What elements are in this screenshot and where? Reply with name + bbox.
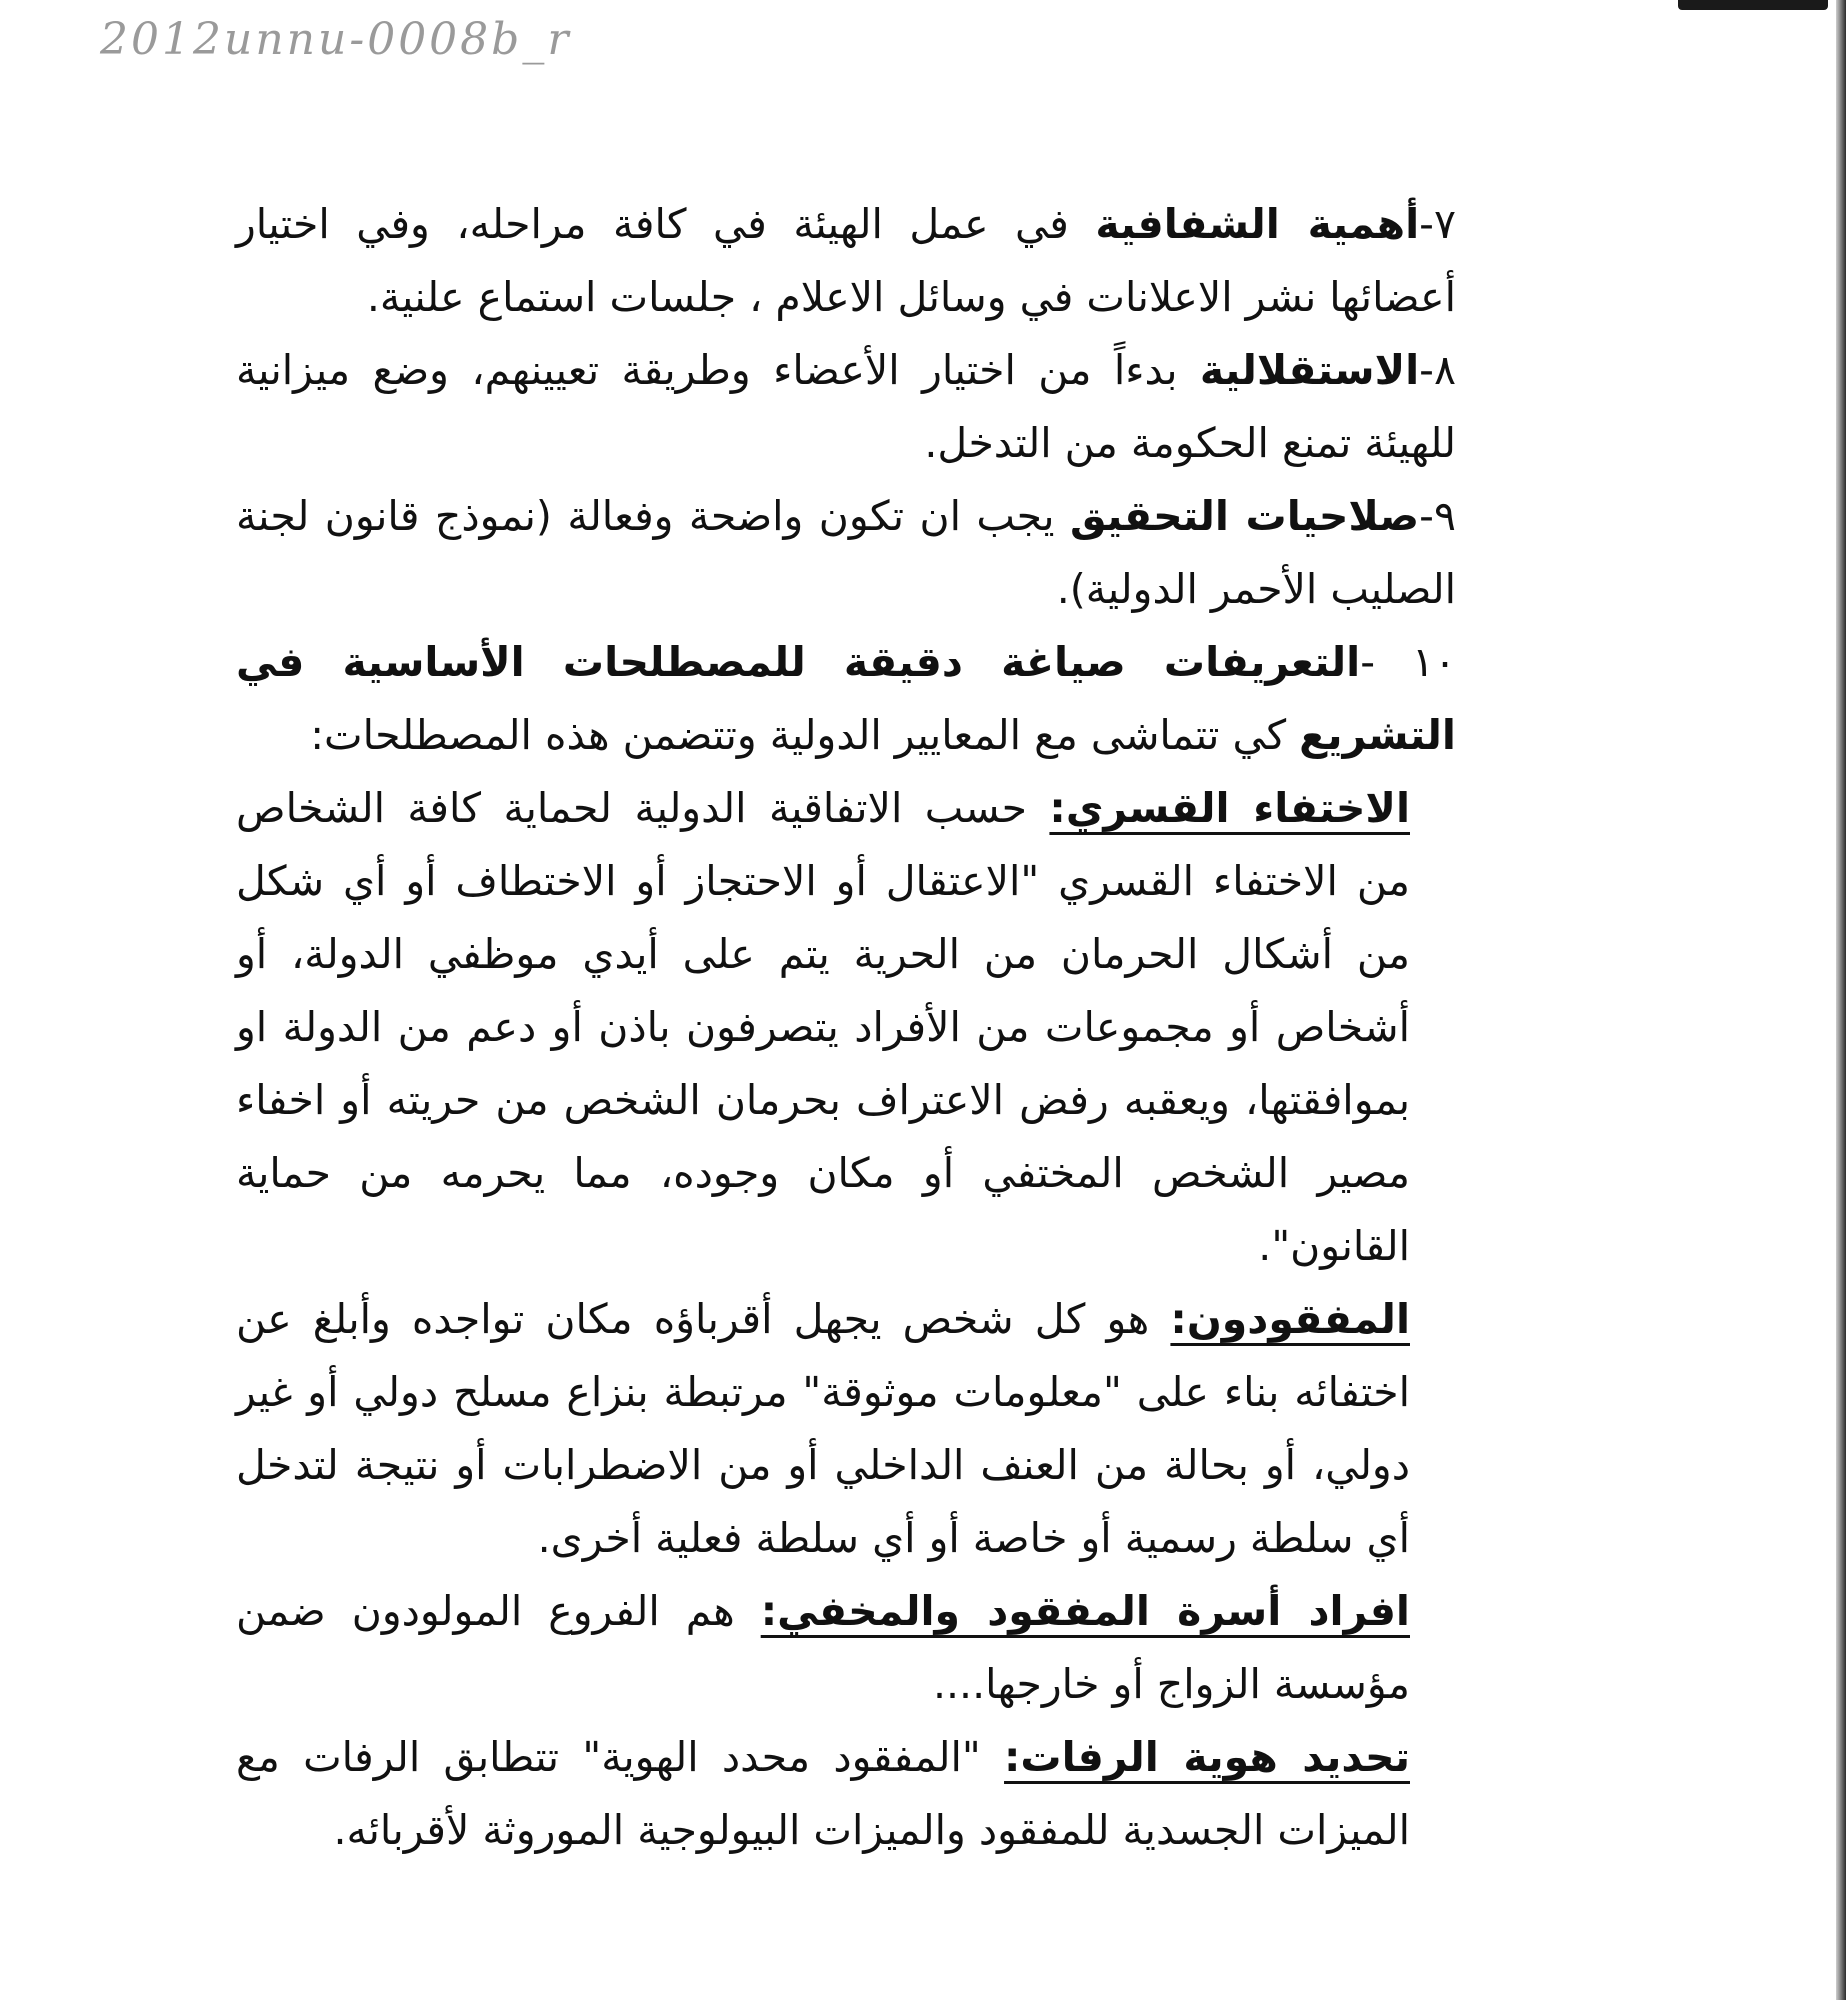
list-item-definitions xyxy=(236,626,1456,772)
item-number: ١٠ - xyxy=(1360,638,1456,686)
definition-text: حسب الاتفاقية الدولية لحماية كافة الشخاص من الاختفاء القسري "الاعتقال أو الاحتجاز أو الاختطاف أو أي شكل من أشكال الحرمان من الحرية يتم على أيدي موظفي الدولة، أو أشخاص أو مجموعات من الأفراد يتصرفون باذن أو دعم من الدولة او بموافقتها، ويعقبه رفض الاعتراف بحرمان الشخص من حريته أو اخفاء مصير الشخص المختفي أو مكان وجوده، مما يحرمه من حماية القانون". xyxy=(236,784,1410,1270)
definition-text: "المفقود محدد الهوية" تتطابق الرفات مع الميزات الجسدية للمفقود والميزات البيولوجية الموروثة لأقربائه. xyxy=(236,1733,1410,1854)
item-text: بدءاً من اختيار الأعضاء وطريقة تعيينهم، وضع ميزانية للهيئة تمنع الحكومة من التدخل. xyxy=(236,346,1456,467)
item-term: الاستقلالية xyxy=(1199,346,1420,394)
item-number: ٨- xyxy=(1419,346,1456,394)
definition-term: افراد أسرة المفقود والمخفي: xyxy=(760,1587,1410,1635)
list-item-investigation-powers xyxy=(236,480,1456,626)
scan-corner-mark xyxy=(1678,0,1828,10)
definition-text: هم الفروع المولودون ضمن مؤسسة الزواج أو خارجها.... xyxy=(236,1587,1410,1708)
scan-edge xyxy=(1836,0,1846,2000)
definition-term: الاختفاء القسري: xyxy=(1049,784,1410,832)
item-number: ٧- xyxy=(1419,200,1456,248)
definition-enforced-disappearance xyxy=(236,772,1456,1283)
definition-missing-persons xyxy=(236,1283,1456,1575)
item-term: التعريفات صياغة دقيقة للمصطلحات الأساسية في التشريع xyxy=(236,638,1456,759)
definition-family-members xyxy=(236,1575,1456,1721)
item-text: يجب ان تكون واضحة وفعالة (نموذج قانون لجنة الصليب الأحمر الدولية). xyxy=(236,492,1456,613)
handwritten-reference-number: 2012unnu-0008b_r xyxy=(100,14,572,65)
item-term: أهمية الشفافية xyxy=(1095,200,1420,248)
list-item-transparency xyxy=(236,188,1456,334)
definition-text: هو كل شخص يجهل أقرباؤه مكان تواجده وأبلغ عن اختفائه بناء على "معلومات موثوقة" مرتبطة بنزاع مسلح دولي أو غير دولي، أو بحالة من العنف الداخلي أو من الاضطرابات أو نتيجة لتدخل أي سلطة رسمية أو خاصة أو أي سلطة فعلية أخرى. xyxy=(236,1295,1410,1562)
list-item-independence xyxy=(236,334,1456,480)
item-text: كي تتماشى مع المعايير الدولية وتتضمن هذه المصطلحات: xyxy=(310,711,1300,759)
item-number: ٩- xyxy=(1419,492,1456,540)
definition-remains-identification xyxy=(236,1721,1456,1867)
item-term: صلاحيات التحقيق xyxy=(1069,492,1420,540)
document-body xyxy=(236,188,1456,1867)
definition-term: تحديد هوية الرفات: xyxy=(1004,1733,1410,1781)
definition-term: المفقودون: xyxy=(1170,1295,1410,1343)
item-text: في عمل الهيئة في كافة مراحله، وفي اختيار أعضائها نشر الاعلانات في وسائل الاعلام ، جلسات استماع علنية. xyxy=(236,200,1456,321)
